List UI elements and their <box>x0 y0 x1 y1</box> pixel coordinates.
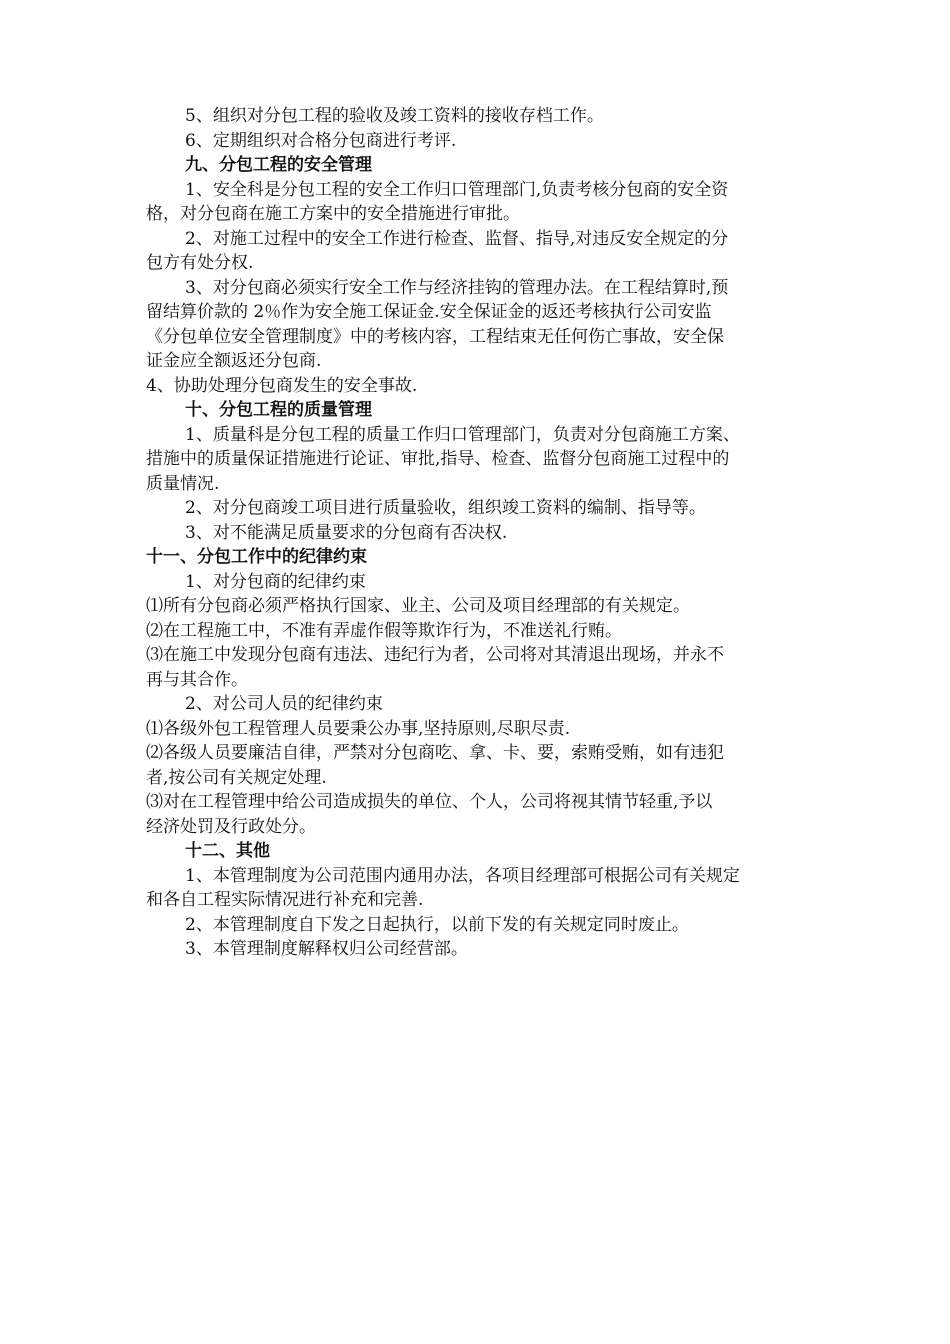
text-line: 6、定期组织对合格分包商进行考评. <box>185 130 457 151</box>
text-line: 留结算价款的 2％作为安全施工保证金.安全保证金的返还考核执行公司安监 <box>146 302 712 322</box>
text-line: 质量情况. <box>146 473 220 494</box>
text-line: 者,按公司有关规定处理. <box>146 767 327 788</box>
text-line: 措施中的质量保证措施进行论证、审批,指导、检查、监督分包商施工过程中的 <box>146 449 730 469</box>
text-line: ⑵各级人员要廉洁自律，严禁对分包商吃、拿、卡、要，索贿受贿，如有违犯 <box>146 743 724 763</box>
section-heading-9: 九、分包工程的安全管理 <box>185 155 372 175</box>
text-line: 1、对分包商的纪律约束 <box>185 571 366 592</box>
text-line: 证金应全额返还分包商. <box>146 351 322 371</box>
section-heading-12: 十二、其他 <box>185 841 270 861</box>
text-line: 格，对分包商在施工方案中的安全措施进行审批。 <box>146 204 520 224</box>
text-line: ⑵在工程施工中，不准有弄虚作假等欺诈行为，不准送礼行贿。 <box>146 620 622 641</box>
text-line: ⑴各级外包工程管理人员要秉公办事,坚持原则,尽职尽责. <box>146 718 571 739</box>
text-line: 再与其合作。 <box>146 669 248 690</box>
document-page <box>146 104 814 962</box>
text-line: 《分包单位安全管理制度》中的考核内容，工程结束无任何伤亡事故，安全保 <box>146 326 724 347</box>
section-heading-11: 十一、分包工作中的纪律约束 <box>146 547 367 567</box>
text-line: 3、对不能满足质量要求的分包商有否决权. <box>185 522 508 543</box>
section-heading-10: 十、分包工程的质量管理 <box>185 400 372 420</box>
text-line: 2、对施工过程中的安全工作进行检查、监督、指导,对违反安全规定的分 <box>185 228 729 249</box>
text-line: 5、组织对分包工程的验收及竣工资料的接收存档工作。 <box>185 106 604 126</box>
text-line: 3、对分包商必须实行安全工作与经济挂钩的管理办法。在工程结算时,预 <box>185 277 729 298</box>
text-line: 经济处罚及行政处分。 <box>146 816 316 837</box>
text-line: ⑴所有分包商必须严格执行国家、业主、公司及项目经理部的有关规定。 <box>146 596 690 616</box>
text-line: 4、协助处理分包商发生的安全事故. <box>146 375 418 396</box>
text-line: 3、本管理制度解释权归公司经营部。 <box>185 939 468 959</box>
text-line: 2、对分包商竣工项目进行质量验收，组织竣工资料的编制、指导等。 <box>185 498 706 518</box>
text-line: 1、质量科是分包工程的质量工作归口管理部门，负责对分包商施工方案、 <box>185 424 740 445</box>
text-line: 2、对公司人员的纪律约束 <box>185 694 383 714</box>
text-line: 1、安全科是分包工程的安全工作归口管理部门,负责考核分包商的安全资 <box>185 179 729 200</box>
text-line: 2、本管理制度自下发之日起执行，以前下发的有关规定同时废止。 <box>185 914 689 935</box>
text-line: ⑶对在工程管理中给公司造成损失的单位、个人，公司将视其情节轻重,予以 <box>146 792 713 812</box>
text-line: ⑶在施工中发现分包商有违法、违纪行为者，公司将对其清退出现场，并永不 <box>146 645 724 665</box>
text-line: 1、本管理制度为公司范围内通用办法，各项目经理部可根据公司有关规定 <box>185 865 740 886</box>
text-line: 包方有处分权. <box>146 253 254 273</box>
text-line: 和各自工程实际情况进行补充和完善. <box>146 890 424 910</box>
